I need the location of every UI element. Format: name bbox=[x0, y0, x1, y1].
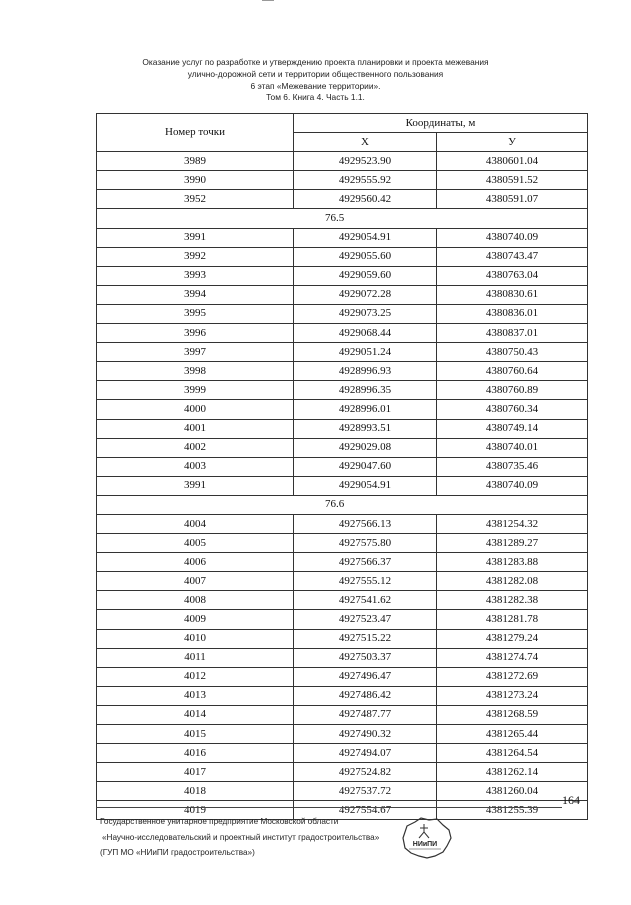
page-number: 164 bbox=[562, 793, 580, 807]
table-row bbox=[97, 457, 588, 476]
table-row bbox=[97, 171, 588, 190]
table-row bbox=[97, 362, 588, 381]
x-coordinate-cell: 4927523.47 bbox=[294, 610, 437, 629]
footer-divider bbox=[96, 807, 562, 808]
x-coordinate-cell: 4929055.60 bbox=[294, 247, 437, 266]
table-row bbox=[97, 247, 588, 266]
y-coordinate-cell: 4380591.07 bbox=[437, 190, 588, 209]
x-coordinate-cell: 4927490.32 bbox=[294, 725, 437, 744]
point-number-cell: 3995 bbox=[97, 304, 294, 323]
table-body bbox=[97, 152, 588, 820]
y-coordinate-cell: 4381254.32 bbox=[437, 514, 588, 533]
x-coordinate-cell: 4927555.12 bbox=[294, 572, 437, 591]
point-number-cell: 3994 bbox=[97, 285, 294, 304]
table-row bbox=[97, 534, 588, 553]
table-row bbox=[97, 304, 588, 323]
table-row bbox=[97, 343, 588, 362]
point-number-cell: 3989 bbox=[97, 152, 294, 171]
point-number-cell: 4016 bbox=[97, 744, 294, 763]
coordinates-table bbox=[96, 113, 588, 820]
table-row bbox=[97, 324, 588, 343]
point-number-cell: 4014 bbox=[97, 705, 294, 724]
table-row bbox=[97, 553, 588, 572]
y-coordinate-cell: 4381282.08 bbox=[437, 572, 588, 591]
table-row bbox=[97, 725, 588, 744]
y-coordinate-cell: 4381265.44 bbox=[437, 725, 588, 744]
column-header-coordinates: Координаты, м bbox=[294, 114, 588, 133]
x-coordinate-cell: 4929059.60 bbox=[294, 266, 437, 285]
y-coordinate-cell: 4381282.38 bbox=[437, 591, 588, 610]
y-coordinate-cell: 4381281.78 bbox=[437, 610, 588, 629]
section-row bbox=[97, 209, 588, 228]
y-coordinate-cell: 4381274.74 bbox=[437, 648, 588, 667]
table-row bbox=[97, 705, 588, 724]
section-label: 76.6 bbox=[97, 495, 588, 514]
x-coordinate-cell: 4929047.60 bbox=[294, 457, 437, 476]
x-coordinate-cell: 4927575.80 bbox=[294, 534, 437, 553]
table-row bbox=[97, 438, 588, 457]
header-line-4: Том 6. Книга 4. Часть 1.1. bbox=[266, 92, 365, 103]
table-row bbox=[97, 266, 588, 285]
point-number-cell: 4012 bbox=[97, 667, 294, 686]
y-coordinate-cell: 4380836.01 bbox=[437, 304, 588, 323]
x-coordinate-cell: 4929073.25 bbox=[294, 304, 437, 323]
footer-line-2: «Научно-исследовательский и проектный институт градостроительства» bbox=[102, 832, 380, 842]
y-coordinate-cell: 4381279.24 bbox=[437, 629, 588, 648]
y-coordinate-cell: 4380837.01 bbox=[437, 324, 588, 343]
point-number-cell: 3999 bbox=[97, 381, 294, 400]
point-number-cell: 3996 bbox=[97, 324, 294, 343]
point-number-cell: 4002 bbox=[97, 438, 294, 457]
y-coordinate-cell: 4380740.09 bbox=[437, 476, 588, 495]
table-row bbox=[97, 686, 588, 705]
y-coordinate-cell: 4380830.61 bbox=[437, 285, 588, 304]
header-line-3: 6 этап «Межевание территории». bbox=[250, 80, 381, 91]
table-row bbox=[97, 648, 588, 667]
point-number-cell: 4017 bbox=[97, 763, 294, 782]
table-row bbox=[97, 629, 588, 648]
point-number-cell: 4009 bbox=[97, 610, 294, 629]
table-row bbox=[97, 400, 588, 419]
x-coordinate-cell: 4927503.37 bbox=[294, 648, 437, 667]
point-number-cell: 3991 bbox=[97, 228, 294, 247]
point-number-cell: 3993 bbox=[97, 266, 294, 285]
table-row bbox=[97, 228, 588, 247]
point-number-cell: 4004 bbox=[97, 514, 294, 533]
y-coordinate-cell: 4380763.04 bbox=[437, 266, 588, 285]
x-coordinate-cell: 4927566.13 bbox=[294, 514, 437, 533]
table-row bbox=[97, 744, 588, 763]
point-number-cell: 3998 bbox=[97, 362, 294, 381]
x-coordinate-cell: 4927486.42 bbox=[294, 686, 437, 705]
y-coordinate-cell: 4380735.46 bbox=[437, 457, 588, 476]
point-number-cell: 4000 bbox=[97, 400, 294, 419]
column-header-point-number: Номер точки bbox=[97, 114, 294, 152]
column-header-y: У bbox=[437, 133, 588, 152]
document-footer bbox=[100, 814, 379, 861]
document-header bbox=[0, 57, 631, 104]
x-coordinate-cell: 4929555.92 bbox=[294, 171, 437, 190]
footer-line-3: (ГУП МО «НИиПИ градостроительства») bbox=[100, 848, 255, 857]
y-coordinate-cell: 4380760.34 bbox=[437, 400, 588, 419]
footer-line-1: Государственное унитарное предприятие Московской области bbox=[100, 817, 339, 826]
section-label: 76.5 bbox=[97, 209, 588, 228]
x-coordinate-cell: 4927487.77 bbox=[294, 705, 437, 724]
point-number-cell: 4019 bbox=[97, 801, 294, 820]
x-coordinate-cell: 4927541.62 bbox=[294, 591, 437, 610]
x-coordinate-cell: 4927566.37 bbox=[294, 553, 437, 572]
point-number-cell: 4011 bbox=[97, 648, 294, 667]
x-coordinate-cell: 4928993.51 bbox=[294, 419, 437, 438]
y-coordinate-cell: 4380760.89 bbox=[437, 381, 588, 400]
section-row bbox=[97, 495, 588, 514]
y-coordinate-cell: 4381264.54 bbox=[437, 744, 588, 763]
column-header-x: X bbox=[294, 133, 437, 152]
x-coordinate-cell: 4929054.91 bbox=[294, 228, 437, 247]
table-row bbox=[97, 381, 588, 400]
y-coordinate-cell: 4381283.88 bbox=[437, 553, 588, 572]
point-number-cell: 4003 bbox=[97, 457, 294, 476]
x-coordinate-cell: 4929072.28 bbox=[294, 285, 437, 304]
y-coordinate-cell: 4381273.24 bbox=[437, 686, 588, 705]
point-number-cell: 3952 bbox=[97, 190, 294, 209]
y-coordinate-cell: 4380760.64 bbox=[437, 362, 588, 381]
x-coordinate-cell: 4929523.90 bbox=[294, 152, 437, 171]
table-row bbox=[97, 591, 588, 610]
y-coordinate-cell: 4381262.14 bbox=[437, 763, 588, 782]
y-coordinate-cell: 4380750.43 bbox=[437, 343, 588, 362]
scan-artifact bbox=[262, 0, 274, 1]
x-coordinate-cell: 4927515.22 bbox=[294, 629, 437, 648]
header-line-2: улично-дорожной сети и территории общественного пользования bbox=[187, 68, 444, 79]
x-coordinate-cell: 4928996.35 bbox=[294, 381, 437, 400]
x-coordinate-cell: 4929054.91 bbox=[294, 476, 437, 495]
x-coordinate-cell: 4927494.07 bbox=[294, 744, 437, 763]
point-number-cell: 4001 bbox=[97, 419, 294, 438]
table-row bbox=[97, 514, 588, 533]
x-coordinate-cell: 4929051.24 bbox=[294, 343, 437, 362]
table-row bbox=[97, 476, 588, 495]
table-row bbox=[97, 419, 588, 438]
x-coordinate-cell: 4927537.72 bbox=[294, 782, 437, 801]
point-number-cell: 3991 bbox=[97, 476, 294, 495]
point-number-cell: 4015 bbox=[97, 725, 294, 744]
y-coordinate-cell: 4381255.39 bbox=[437, 801, 588, 820]
point-number-cell: 3990 bbox=[97, 171, 294, 190]
y-coordinate-cell: 4380749.14 bbox=[437, 419, 588, 438]
y-coordinate-cell: 4380743.47 bbox=[437, 247, 588, 266]
table-row bbox=[97, 667, 588, 686]
table-row bbox=[97, 572, 588, 591]
x-coordinate-cell: 4929029.08 bbox=[294, 438, 437, 457]
point-number-cell: 3992 bbox=[97, 247, 294, 266]
point-number-cell: 4013 bbox=[97, 686, 294, 705]
x-coordinate-cell: 4927554.67 bbox=[294, 801, 437, 820]
point-number-cell: 4007 bbox=[97, 572, 294, 591]
point-number-cell: 4010 bbox=[97, 629, 294, 648]
y-coordinate-cell: 4380740.09 bbox=[437, 228, 588, 247]
table-row bbox=[97, 610, 588, 629]
y-coordinate-cell: 4380591.52 bbox=[437, 171, 588, 190]
niipi-logo-icon bbox=[397, 816, 453, 860]
table-row bbox=[97, 152, 588, 171]
x-coordinate-cell: 4927496.47 bbox=[294, 667, 437, 686]
y-coordinate-cell: 4380740.01 bbox=[437, 438, 588, 457]
point-number-cell: 4008 bbox=[97, 591, 294, 610]
y-coordinate-cell: 4380601.04 bbox=[437, 152, 588, 171]
table-row bbox=[97, 190, 588, 209]
y-coordinate-cell: 4381272.69 bbox=[437, 667, 588, 686]
header-line-1: Оказание услуг по разработке и утверждению проекта планировки и проекта межевания bbox=[142, 57, 489, 67]
y-coordinate-cell: 4381268.59 bbox=[437, 705, 588, 724]
point-number-cell: 4018 bbox=[97, 782, 294, 801]
logo-text: НИиПИ bbox=[412, 841, 438, 848]
x-coordinate-cell: 4929560.42 bbox=[294, 190, 437, 209]
point-number-cell: 4006 bbox=[97, 553, 294, 572]
x-coordinate-cell: 4929068.44 bbox=[294, 324, 437, 343]
y-coordinate-cell: 4381289.27 bbox=[437, 534, 588, 553]
table-row bbox=[97, 763, 588, 782]
table-row bbox=[97, 285, 588, 304]
point-number-cell: 3997 bbox=[97, 343, 294, 362]
y-coordinate-cell: 4381260.04 bbox=[437, 782, 588, 801]
x-coordinate-cell: 4928996.01 bbox=[294, 400, 437, 419]
point-number-cell: 4005 bbox=[97, 534, 294, 553]
x-coordinate-cell: 4928996.93 bbox=[294, 362, 437, 381]
table-row bbox=[97, 782, 588, 801]
x-coordinate-cell: 4927524.82 bbox=[294, 763, 437, 782]
